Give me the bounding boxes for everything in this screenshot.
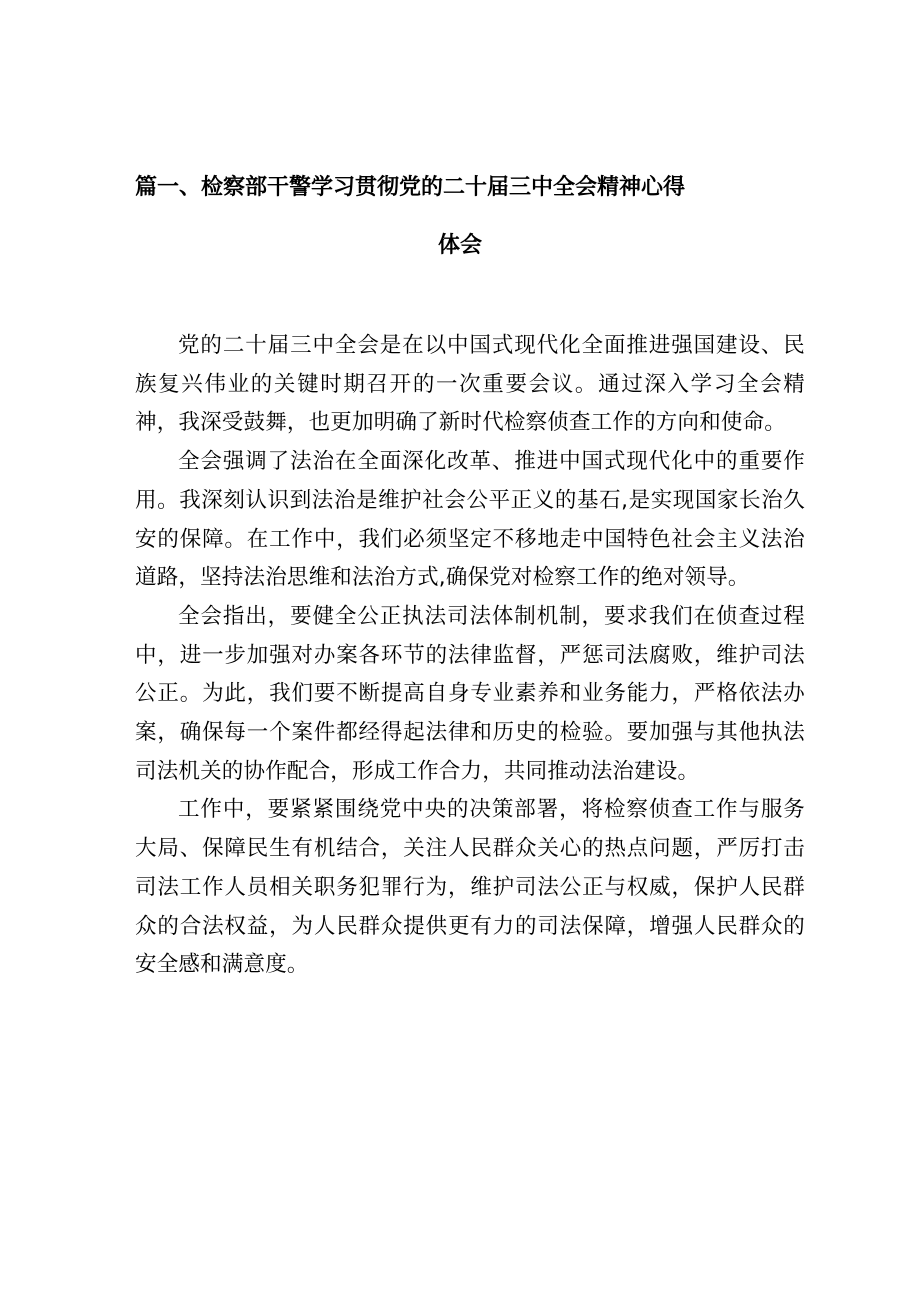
- paragraph-3: 全会指出，要健全公正执法司法体制机制，要求我们在侦查过程中，进一步加强对办案各环节的法律监督，严惩司法腐败，维护司法公正。为此，我们要不断提高自身专业素养和业务能力，严格依法办案，确保每一个案件都经得起法律和历史的检验。要加强与其他执法司法机关的协作配合，形成工作合力，共同推动法治建设。: [135, 603, 805, 784]
- paragraph-1: 党的二十届三中全会是在以中国式现代化全面推进强国建设、民族复兴伟业的关键时期召开的一次重要会议。通过深入学习全会精神，我深受鼓舞，也更加明确了新时代检察侦查工作的方向和使命。: [135, 333, 805, 436]
- document-title: 篇一、检察部干警学习贯彻党的二十届三中全会精神心得: [135, 175, 686, 200]
- document-title-continuation: 体会: [437, 233, 482, 258]
- paragraph-2: 全会强调了法治在全面深化改革、推进中国式现代化中的重要作用。我深刻认识到法治是维护社会公平正义的基石,是实现国家长治久安的保障。在工作中，我们必须坚定不移地走中国特色社会主义法治道路，坚持法治思维和法治方式,确保党对检察工作的绝对领导。: [135, 449, 805, 591]
- document-body: [135, 327, 805, 985]
- paragraph-4: 工作中，要紧紧围绕党中央的决策部署，将检察侦查工作与服务大局、保障民生有机结合，关注人民群众关心的热点问题，严厉打击司法工作人员相关职务犯罪行为，维护司法公正与权威，保护人民群众的合法权益，为人民群众提供更有力的司法保障，增强人民群众的安全感和满意度。: [135, 797, 805, 978]
